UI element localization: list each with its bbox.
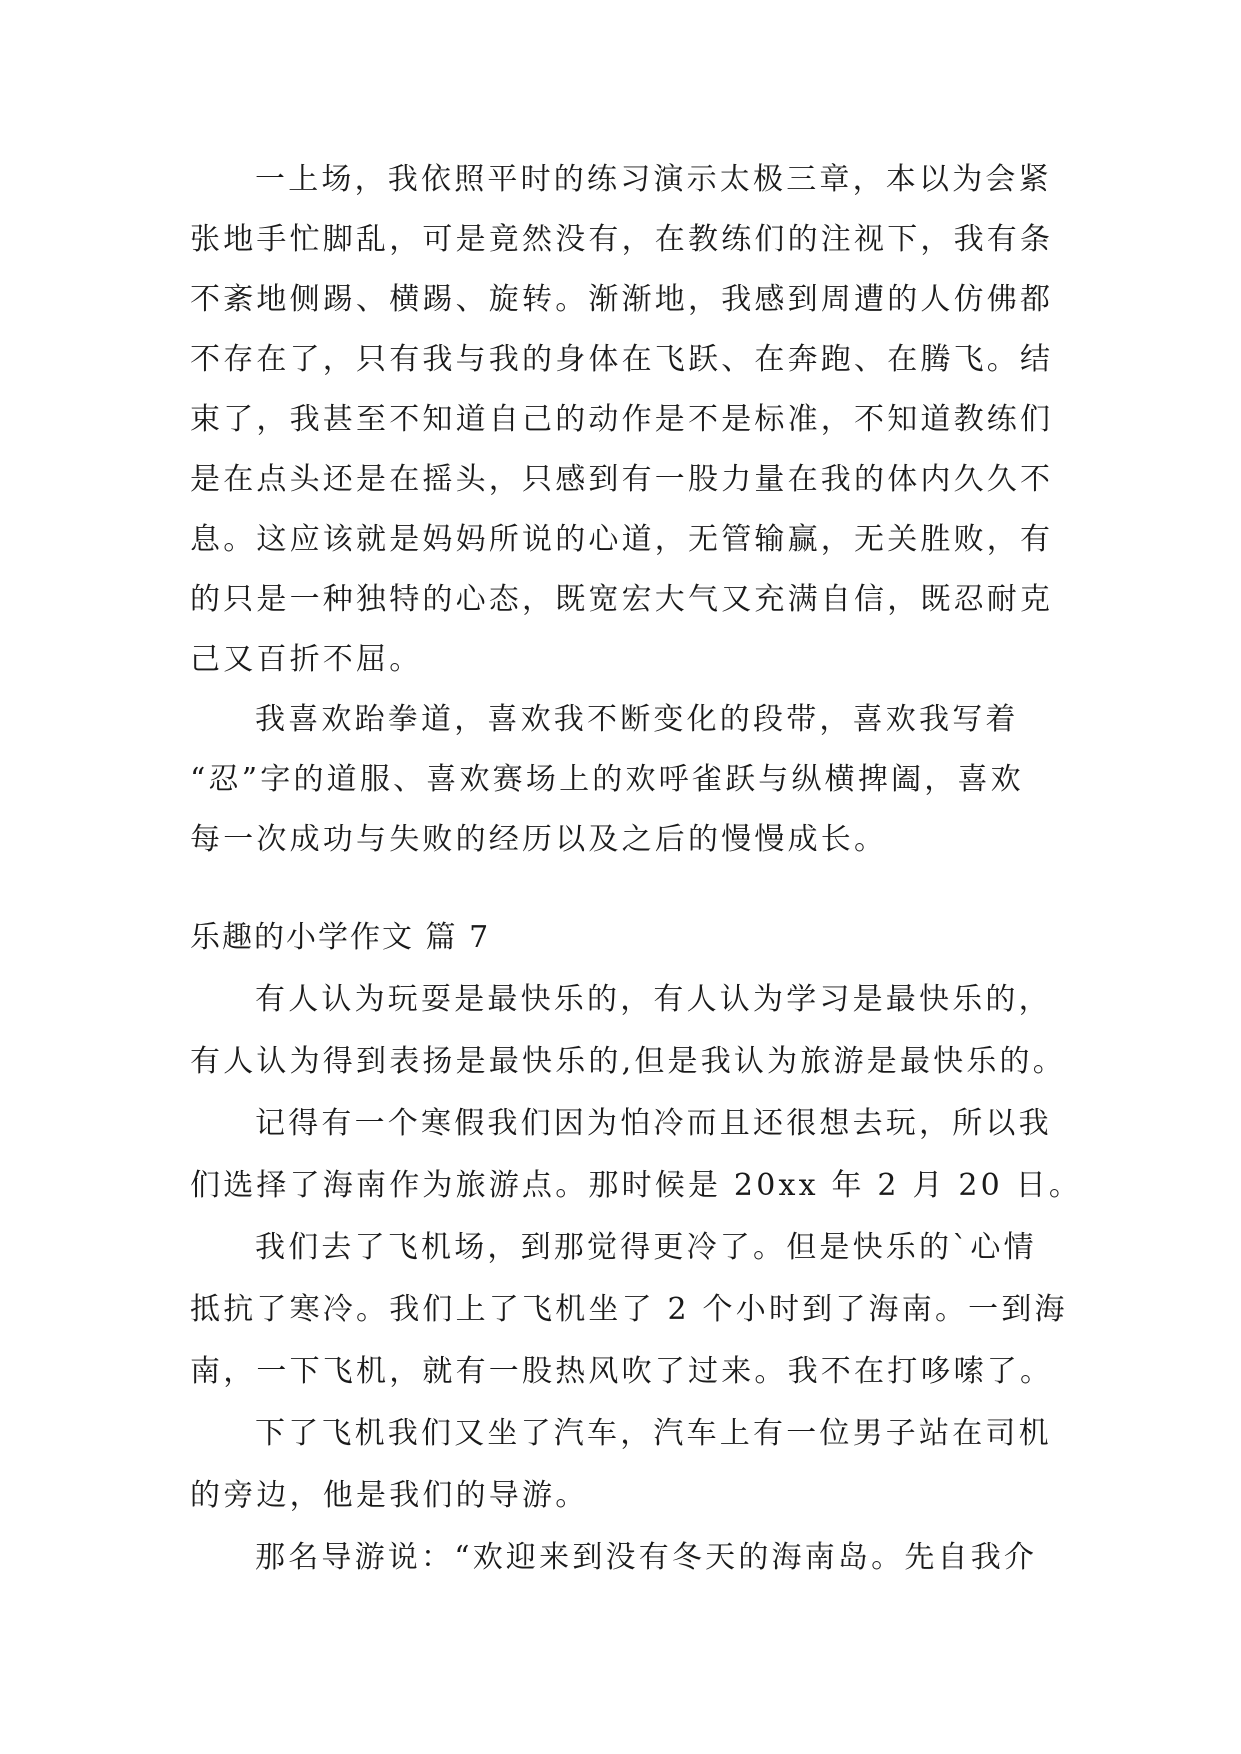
section-heading: 乐趣的小学作文 篇 7 [190,920,491,955]
paragraph-line: 的旁边，他是我们的导游。 [190,1478,589,1513]
paragraph-line: “忍”字的道服、喜欢赛场上的欢呼雀跃与纵横捭阖，喜欢 [190,762,1024,797]
paragraph-line: 那名导游说：“欢迎来到没有冬天的海南岛。先自我介 [255,1540,1038,1575]
paragraph-line: 南，一下飞机，就有一股热风吹了过来。我不在打哆嗦了。 [190,1354,1054,1389]
paragraph-line: 一上场，我依照平时的练习演示太极三章，本以为会紧 [255,162,1052,197]
paragraph-line: 是在点头还是在摇头，只感到有一股力量在我的体内久久不 [190,462,1054,497]
paragraph-line: 的只是一种独特的心态，既宽宏大气又充满自信，既忍耐克 [190,582,1054,617]
paragraph-line: 息。这应该就是妈妈所说的心道，无管输赢，无关胜败，有 [190,522,1054,557]
paragraph-line: 不存在了，只有我与我的身体在飞跃、在奔跑、在腾飞。结 [190,342,1054,377]
paragraph-line: 我们去了飞机场，到那觉得更冷了。但是快乐的`心情 [255,1230,1037,1265]
paragraph-line: 束了，我甚至不知道自己的动作是不是标准，不知道教练们 [190,402,1054,437]
paragraph-line: 每一次成功与失败的经历以及之后的慢慢成长。 [190,822,888,857]
paragraph-line: 我喜欢跆拳道，喜欢我不断变化的段带，喜欢我写着 [255,702,1019,737]
paragraph-line: 有人认为玩耍是最快乐的，有人认为学习是最快乐的， [255,982,1052,1017]
paragraph-line: 有人认为得到表扬是最快乐的,但是我认为旅游是最快乐的。 [190,1044,1066,1079]
paragraph-line: 抵抗了寒冷。我们上了飞机坐了 2 个小时到了海南。一到海 [190,1292,1068,1327]
paragraph-line: 张地手忙脚乱，可是竟然没有，在教练们的注视下，我有条 [190,222,1054,257]
paragraph-line: 们选择了海南作为旅游点。那时候是 20xx 年 2 月 20 日。 [190,1168,1083,1203]
paragraph-line: 己又百折不屈。 [190,642,423,677]
paragraph-line: 记得有一个寒假我们因为怕冷而且还很想去玩，所以我 [255,1106,1052,1141]
paragraph-line: 不紊地侧踢、横踢、旋转。渐渐地，我感到周遭的人仿佛都 [190,282,1054,317]
paragraph-line: 下了飞机我们又坐了汽车，汽车上有一位男子站在司机 [255,1416,1052,1451]
